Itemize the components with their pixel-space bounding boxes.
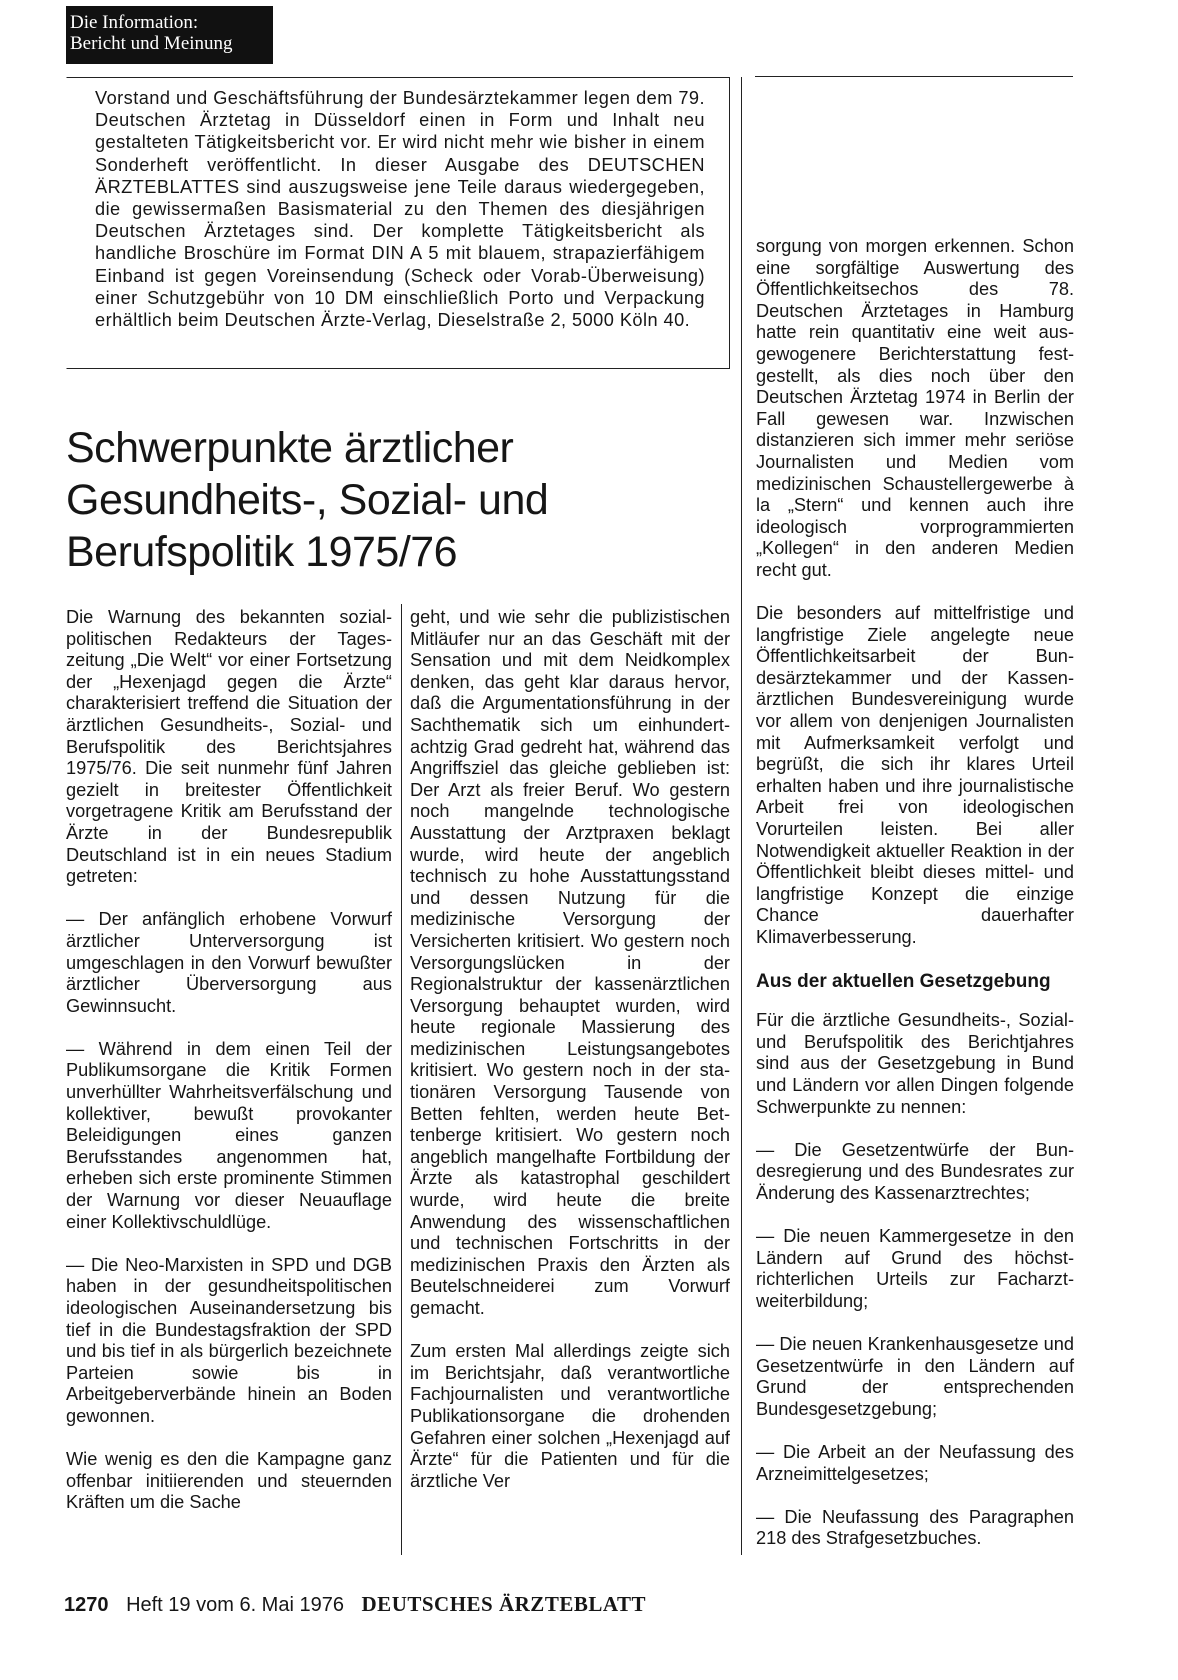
list-item: — Die Arbeit an der Neufassung des Arzneimittelgesetzes; — [756, 1442, 1074, 1484]
page-footer — [64, 1592, 646, 1617]
journal-name: DEUTSCHES ÄRZTEBLATT — [361, 1592, 646, 1616]
intro-text: Vorstand und Geschäftsführung der Bundesärztekammer legen dem 79. Deutschen Ärztetag in Düsseldorf einen in Form und Inhalt neu gestalteten Tätigkeitsbericht vor. Er wird nicht mehr wie bisher in einem Sonderheft veröffentlicht. In dieser Ausgabe des DEUTSCHEN ÄRZTEBLATTES sind auszugsweise jene Teile daraus wiedergegeben, die gewissermaßen Basismaterial zu den Themen des diesjährigen Deutschen Ärztetages sind. Der komplette Tätigkeitsbericht als handliche Broschüre im Format DIN A 5 mit blauem, strapazierfähigem Einband ist gegen Voreinsendung (Scheck oder Vorab-Überweisung) einer Schutzgebühr von 10 DM einschließlich Porto und Verpackung erhältlich beim Deutschen Ärzte-Verlag, Dieselstraße 2, 5000 Köln 40. — [95, 88, 705, 331]
issue-info: Heft 19 vom 6. Mai 1976 — [126, 1594, 344, 1616]
article-title: Schwerpunkte ärztlicher Gesundheits-, Sozial- und Berufspolitik 1975/76 — [66, 424, 549, 576]
page-number: 1270 — [64, 1594, 109, 1616]
column-divider — [741, 77, 742, 1555]
paragraph: — Während in dem einen Teil der Publikumsorgane die Kritik Formen unverhüllter Wahrheitsverfälschung und kollektiver, bewußt provokanter Beleidigungen eines ganzen Berufsstandes angenommen hat, erheben sich erste prominente Stimmen der Warnung vor dieser Neuauflage einer Kollektivschuldlüge. — [66, 1038, 392, 1232]
section-label-line-2: Bericht und Meinung — [70, 33, 233, 54]
header-rule — [755, 76, 1073, 77]
paragraph: — Die Neo-Marxisten in SPD und DGB haben in der gesundheitspolitischen ideologischen Auseinandersetzung bis tief in die Bundestagsfraktion der SPD und bis tief in als bürgerlich bezeichnete Parteien sowie bis in Arbeitgeberverbände hinein an Boden gewonnen. — [66, 1254, 392, 1426]
paragraph: geht, und wie sehr die publizistischen Mitläufer nur an das Geschäft mit der Sensation und mit dem Neidkomplex denken, das geht klar daraus hervor, daß die Argumentationsführung in der Sachthematik sich um einhundertachtzig Grad gedreht hat, während das Angriffsziel das gleiche geblieben ist: Der Arzt als freier Beruf. Wo gestern noch mangelnde technologische Ausstattung der Arztpraxen beklagt wurde, wird heute der angeblich technisch zu hohe Ausstattungsstand und dessen Nutzung für die medizinische Versorgung der Versicherten kritisiert. Wo gestern noch Versorgungslücken in der Regionalstruktur der kassenärztlichen Versorgung behauptet wurden, wird heute regionale Massierung des medizinischen Leistungsangebotes kritisiert. Wo gestern noch in der stationären Versorgung Tausende von Betten fehlten, werden heute Bettenberge kritisiert. Wo gestern noch angeblich mangelhafte Fortbildung der Ärzte als katastrophal geschildert wurde, wird heute die breite Anwendung des wissenschaftlichen und technischen Fortschritts in der medizinischen Praxis den Ärzten als Beutelschneiderei zum Vorwurf gemacht. — [410, 607, 730, 1318]
paragraph: Wie wenig es den die Kampagne ganz offenbar initiierenden und steuernden Kräften um die Sache — [66, 1449, 392, 1513]
intro-box — [66, 77, 730, 369]
article-column-2 — [410, 607, 730, 1514]
column-divider — [401, 604, 402, 1555]
list-item: — Die Neufassung des Paragraphen 218 des Strafgesetzbuches. — [756, 1506, 1074, 1549]
article-column-1 — [66, 607, 392, 1536]
section-label-line-1: Die Information: — [70, 12, 199, 33]
paragraph: Zum ersten Mal allerdings zeigte sich im Berichtsjahr, daß verantwortliche Fachjournalisten und verantwortliche Publikationsorgane die drohenden Gefahren einer solchen „Hexenjagd auf Ärzte“ für die Patienten und für die ärztliche Ver — [410, 1341, 730, 1491]
paragraph: sorgung von morgen erkennen. Schon eine sorgfältige Auswertung des Öffentlichkeitsechos des 78. Deutschen Ärztetages in Hamburg hatte rein quantitativ eine weit ausgewogenere Berichterstattung festgestellt, als dies noch über den Deutschen Ärztetag 1974 in Berlin der Fall gewesen war. Inzwischen distanzieren sich immer mehr seriöse Journalisten und Medien vom medizinischen Schaustellergewerbe à la „Stern“ und kennen auch ihre ideologisch vorprogrammierten „Kollegen“ in den anderen Medien recht gut. — [756, 236, 1074, 580]
paragraph: Die besonders auf mittelfristige und langfristige Ziele angelegte neue Öffentlichkeitsarbeit der Bundesärztekammer und der Kassenärztlichen Bundesvereinigung wurde vor allem von denjenigen Journalisten mit Aufmerksamkeit verfolgt und begrüßt, die sich ihr klares Urteil erhalten haben und ihre journalistische Arbeit frei von ideologischen Vorurteilen leisten. Bei aller Notwendigkeit aktueller Reaktion in der Öffentlichkeit bleibt dieses mittel- und langfristige Konzept die einzige Chance dauerhafter Klimaverbesserung. — [756, 603, 1074, 947]
list-item: — Die Gesetzentwürfe der Bundesregierung und des Bundesrates zur Änderung des Kassenarztrechtes; — [756, 1139, 1074, 1203]
article-column-3 — [756, 236, 1074, 1572]
list-item: — Die neuen Krankenhausgesetze und Gesetzentwürfe in den Ländern auf Grund der entsprechenden Bundesgesetzgebung; — [756, 1334, 1074, 1419]
paragraph: Für die ärztliche Gesundheits-, Sozial- und Berufspolitik des Berichtjahres sind aus der Gesetzgebung in Bund und Ländern vor allen Dingen folgende Schwerpunkte zu nennen: — [756, 1010, 1074, 1117]
list-item: — Die neuen Kammergesetze in den Ländern auf Grund des höchstrichterlichen Urteils zur Facharztweiterbildung; — [756, 1226, 1074, 1311]
paragraph: Die Warnung des bekannten sozialpolitischen Redakteurs der Tageszeitung „Die Welt“ vor einer Fortsetzung der „Hexenjagd gegen die Ärzte“ charakterisiert treffend die Situation der ärztlichen Gesundheits-, Sozial- und Berufspolitik des Berichtsjahres 1975/76. Die seit nunmehr fünf Jahren gezielt in breitester Öffentlichkeit vorgetragene Kritik am Berufsstand der Ärzte in der Bundesrepublik Deutschland ist in ein neues Stadium getreten: — [66, 607, 392, 887]
section-label — [66, 6, 273, 64]
paragraph: — Der anfänglich erhobene Vorwurf ärztlicher Unterversorgung ist umgeschlagen in den Vorwurf bewußter ärztlicher Überversorgung aus Gewinnsucht. — [66, 909, 392, 1016]
section-heading: Aus der aktuellen Gesetzgebung — [756, 971, 1051, 993]
